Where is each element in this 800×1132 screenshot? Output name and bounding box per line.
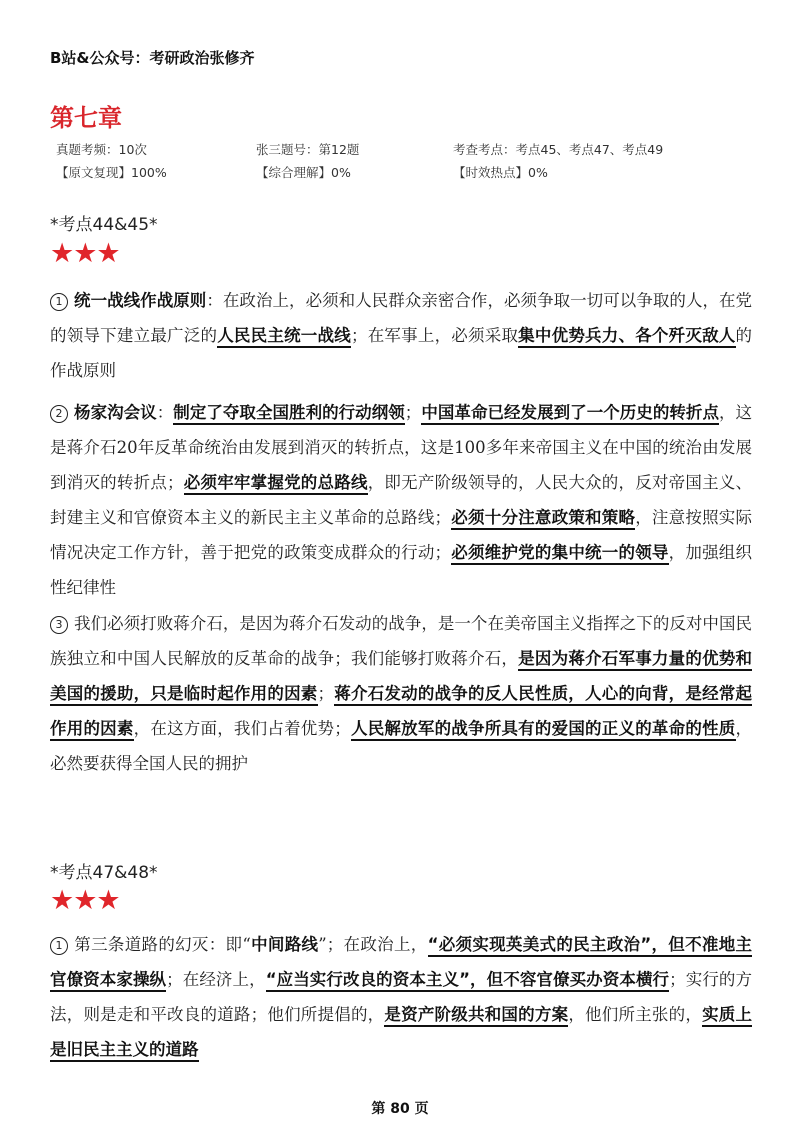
key-phrase: 必须十分注意政策和策略 [451,508,635,530]
item-text: ；在经济上， [166,970,266,989]
key-phrase: 集中优势兵力、各个歼灭敌人 [518,326,735,348]
key-phrase: 人民解放军的战争所具有的爱国的正义的革命的性质 [351,719,736,741]
key-phrase: 制定了夺取全国胜利的行动纲领 [173,403,405,425]
chapter-title: 第七章 [50,104,122,132]
item-text: ，他们所主张的， [568,1005,703,1024]
list-item [50,395,752,605]
key-phrase: 必须牢牢掌握党的总路线 [184,473,368,495]
meta-question-number: 张三题号：第12题 [256,142,360,157]
star-rating: ★★★ [50,238,120,269]
item-number-icon: 1 [50,937,68,955]
item-number-icon: 2 [50,405,68,423]
section-title: *考点47&48* [50,863,158,883]
chapter-meta [56,140,756,186]
list-item [50,927,752,1067]
item-text: ，即无产阶级领导的，人民大众的，反对帝国主义、封建主义和官僚资本主义的新民主主义革命的总路线； [50,473,753,527]
item-text: 我们能够打败蒋介石， [350,649,519,668]
key-phrase: 中国革命已经发展到了一个历史的转折点 [421,403,719,425]
item-text: ，加强组织性纪律性 [50,543,753,597]
meta-row [56,140,756,163]
meta-tested-points: 考查考点：考点45、考点47、考点49 [453,142,664,157]
list-item [50,283,752,388]
item-text: ； [317,684,335,703]
key-phrase: “必须实现英美式的民主政治”，但不准地主官僚资本家操纵 [50,935,752,992]
item-text: ，注意按照实际情况决定工作方针，善于把党的政策变成群众的行动； [50,508,753,562]
item-text: ：在政治上，必须和人民群众亲密合作，必须争取一切可以争取的人，在党的领导下建立最广泛的 [50,291,753,345]
key-phrase: 蒋介石发动的战争的反人民性质，人心的向背，是经常起作用的因素 [50,684,752,741]
item-text: ，是因为蒋介石发动的战争，是一个在美帝国主义指挥之下的反对中国民族独立和中国人民解放的反革命的战争； [50,614,753,668]
item-number-icon: 3 [50,616,68,634]
key-phrase: 是因为蒋介石军事力量的优势和美国的援助，只是临时起作用的因素 [50,649,752,706]
item-text: ；实行的方法，则是走和平改良的道路；他们所提倡的， [50,970,753,1024]
item-text: ，在这方面，我们占着优势； [133,719,351,738]
item-heading: 中间路线 [250,935,319,954]
item-text: 的作战原则 [50,326,753,380]
section-title: *考点44&45* [50,215,158,235]
meta-row [56,163,756,186]
page-number: 第 80 页 [371,1101,429,1117]
meta-original-text: 【原文复现】100% [56,165,167,180]
item-number-icon: 1 [50,293,68,311]
key-phrase: 实质上是旧民主主义的道路 [50,1005,752,1062]
star-rating: ★★★ [50,885,120,916]
key-phrase: 人民民主统一战线 [217,326,351,348]
header-source: B站&公众号：考研政治张修齐 [50,49,255,67]
list-item [50,606,752,781]
item-text: ”；在政治上， [318,935,428,954]
item-text: ，这是蒋介石20年反革命统治由发展到消灭的转折点，这是100多年来帝国主义在中国的统治由发展到消灭的转折点； [50,403,753,492]
key-phrase: “应当实行改良的资本主义”，但不容官僚买办资本横行 [266,970,669,992]
item-text: 我们必须打败蒋介石 [74,614,223,633]
item-text: ；在军事上，必须采取 [350,326,519,345]
item-heading: 统一战线作战原则 [74,291,207,310]
item-heading: 杨家沟会议 [74,403,157,422]
key-phrase: 是资产阶级共和国的方案 [384,1005,568,1027]
meta-comprehension: 【综合理解】0% [256,165,351,180]
key-phrase: 必须维护党的集中统一的领导 [451,543,669,565]
item-text: ，必然要获得全国人民的拥护 [50,719,753,773]
item-text: 第三条道路的幻灭：即“ [74,935,251,954]
meta-hot-topics: 【时效热点】0% [453,165,548,180]
meta-frequency: 真题考频：10次 [56,142,147,157]
item-text: ； [404,403,422,422]
item-text: ： [156,403,174,422]
